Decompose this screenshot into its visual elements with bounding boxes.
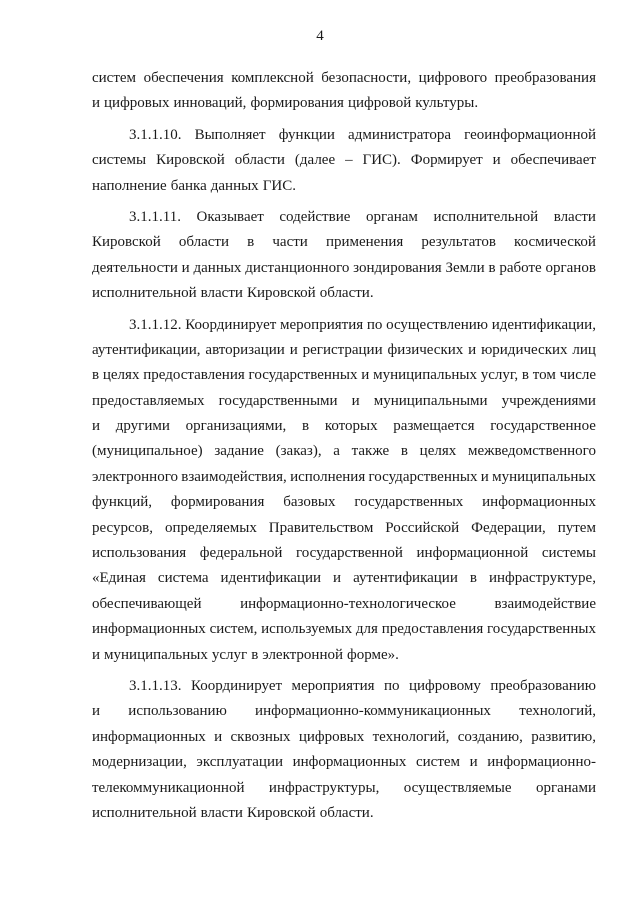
text-line: наполнение банка данных ГИС. — [92, 177, 296, 194]
text-line: исполнительной власти Кировской области. — [92, 804, 374, 821]
text-line: электронного взаимодействия, исполнения государственных и муниципальных — [92, 468, 596, 485]
text-line: систем обеспечения комплексной безопасности, цифрового преобразования — [92, 70, 596, 86]
paragraph-3-1-1-11 — [92, 205, 596, 307]
text-line: и другими организациями, в которых размещается государственное — [92, 418, 596, 435]
text-line: в целях предоставления государственных и муниципальных услуг, в том числе — [92, 367, 596, 384]
text-line: обеспечивающей информационно-технологическое взаимодействие — [92, 595, 596, 612]
text-line: аутентификации, авторизации и регистрации физических и юридических лиц — [92, 341, 596, 358]
text-line: ресурсов, определяемых Правительством Российской Федерации, путем — [92, 519, 596, 536]
paragraph-3-1-1-12 — [92, 313, 596, 668]
text-line: информационных и сквозных цифровых технологий, созданию, развитию, — [92, 728, 596, 745]
text-line: и цифровых инноваций, формирования цифровой культуры. — [92, 95, 479, 112]
page-number: 4 — [316, 28, 324, 44]
text-line: системы Кировской области (далее – ГИС). Формирует и обеспечивает — [92, 152, 596, 169]
text-line: исполнительной власти Кировской области. — [92, 285, 374, 302]
paragraph-3-1-1-10 — [92, 123, 596, 199]
text-line: телекоммуникационной инфраструктуры, осуществляемые органами — [92, 779, 596, 796]
text-line: предоставляемых государственными и муниципальными учреждениями — [92, 392, 596, 409]
text-line: 3.1.1.10. Выполняет функции администратора геоинформационной — [129, 126, 596, 143]
text-line: и использованию информационно-коммуникационных технологий, — [92, 703, 596, 720]
text-line: использования федеральной государственной информационной системы — [92, 545, 596, 562]
text-line: модернизации, эксплуатации информационных систем и информационно- — [92, 754, 596, 771]
text-line: 3.1.1.12. Координирует мероприятия по осуществлению идентификации, — [129, 316, 596, 333]
paragraph-continuation — [92, 66, 596, 117]
document-body — [92, 66, 596, 826]
text-line: информационных систем, используемых для предоставления государственных — [92, 621, 596, 638]
text-line: Кировской области в части применения результатов космической — [92, 234, 596, 251]
text-line: функций, формирования базовых государственных информационных — [92, 494, 596, 511]
text-line: 3.1.1.13. Координирует мероприятия по цифровому преобразованию — [129, 677, 596, 694]
text-line: «Единая система идентификации и аутентификации в инфраструктуре, — [92, 570, 596, 587]
text-line: и муниципальных услуг в электронной форме». — [92, 646, 399, 663]
text-line: деятельности и данных дистанционного зондирования Земли в работе органов — [92, 259, 596, 276]
text-line: (муниципальное) задание (заказ), а также в целях межведомственного — [92, 443, 596, 460]
text-line: 3.1.1.11. Оказывает содействие органам исполнительной власти — [129, 208, 596, 225]
paragraph-3-1-1-13 — [92, 674, 596, 826]
